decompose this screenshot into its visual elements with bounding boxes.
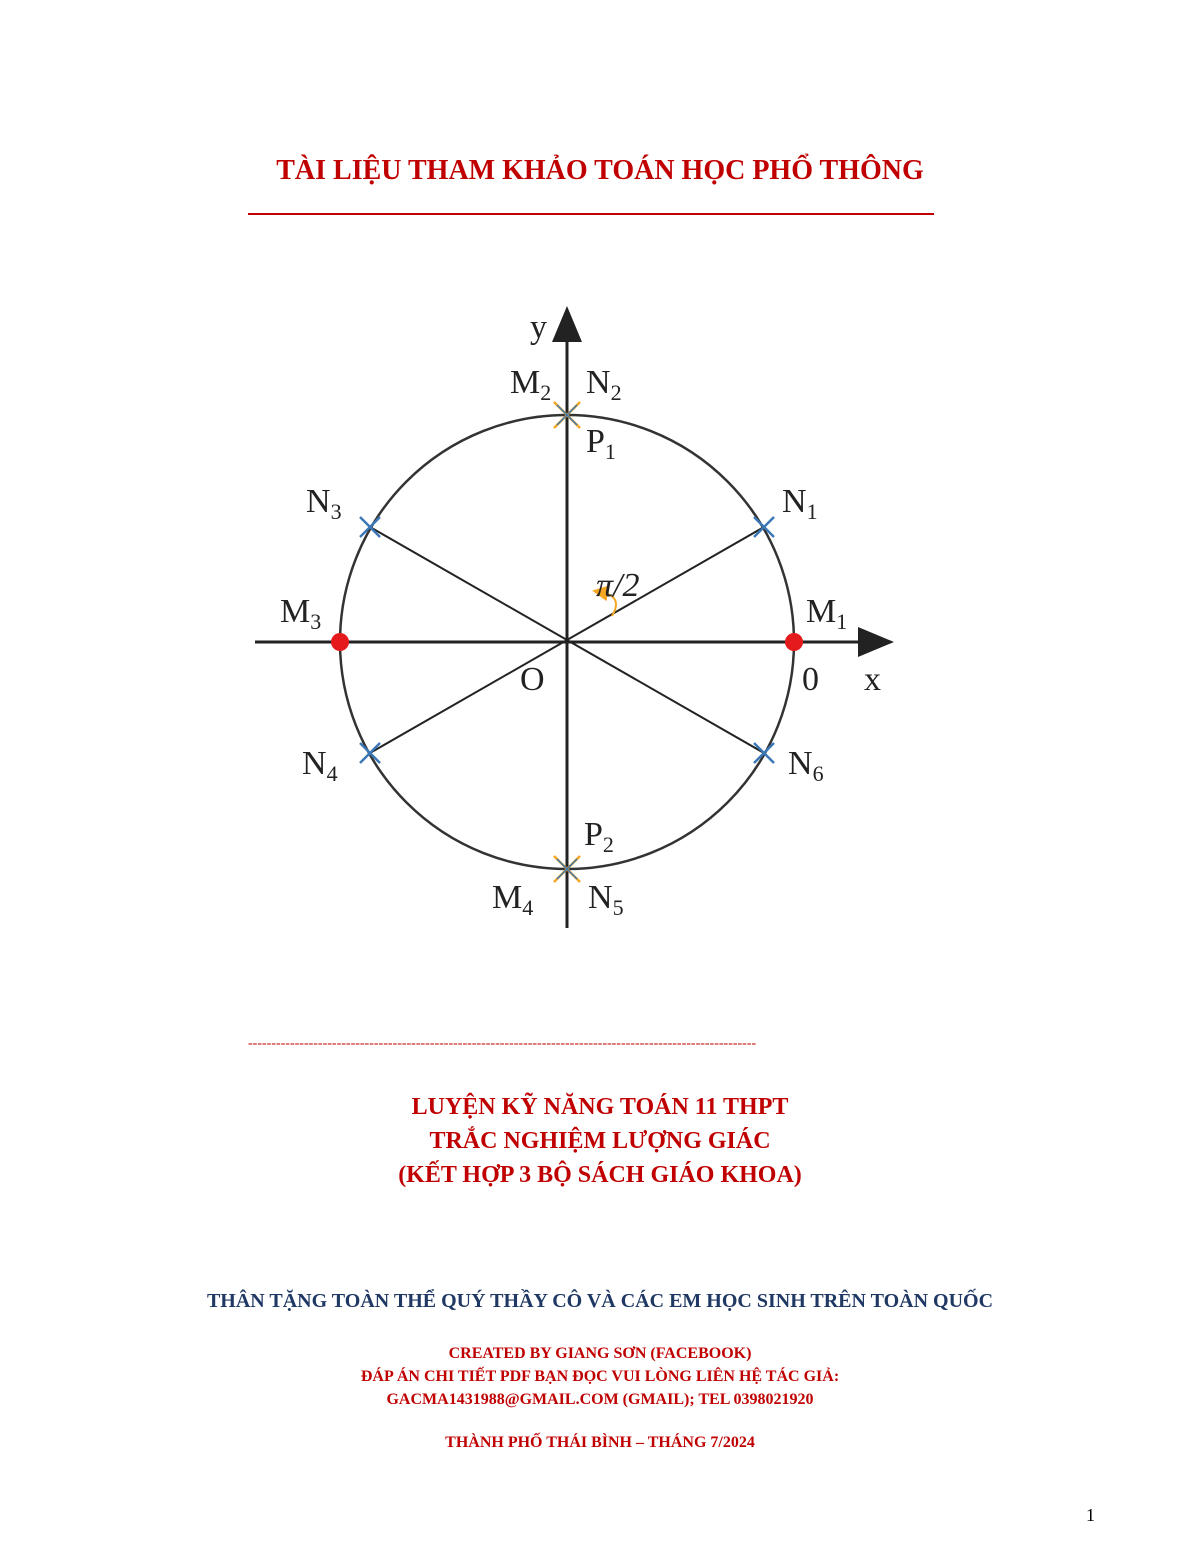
- credits-contact-details: GACMA1431988@GMAIL.COM (GMAIL); TEL 0398021920: [386, 1391, 814, 1408]
- credits-block: [0, 1342, 1200, 1411]
- label-n1: $N_1$: [782, 483, 818, 524]
- label-n3: $N_3$: [306, 483, 342, 524]
- point-m1-dot: [785, 633, 803, 651]
- label-m2: $M_2$: [510, 364, 552, 405]
- cross-n4: [360, 743, 380, 763]
- label-n5: $N_5$: [588, 879, 624, 920]
- cross-n1: [754, 517, 774, 537]
- label-x-axis: x: [864, 661, 881, 698]
- dedication-text: THÂN TẶNG TOÀN THỂ QUÝ THẦY CÔ VÀ CÁC EM HỌC SINH TRÊN TOÀN QUỐC: [206, 1290, 994, 1312]
- course-title-line-2: TRẮC NGHIỆM LƯỢNG GIÁC: [429, 1128, 771, 1154]
- label-p1: $P_1$: [586, 423, 616, 464]
- label-n6: $N_6$: [788, 745, 824, 786]
- unit-circle-figure: [240, 300, 920, 940]
- label-angle: π/2: [596, 567, 640, 604]
- label-y-axis: y: [530, 309, 547, 346]
- place-date: THÀNH PHỐ THÁI BÌNH – THÁNG 7/2024: [445, 1434, 755, 1451]
- label-origin: O: [520, 661, 545, 698]
- cross-n3: [360, 517, 380, 537]
- point-m3-dot: [331, 633, 349, 651]
- label-m1: $M_1$: [806, 593, 848, 634]
- dashed-divider: -------------------------------------------------------------------------------------------------------------: [248, 1036, 757, 1051]
- label-n2: $N_2$: [586, 364, 622, 405]
- course-title-block: [0, 1090, 1200, 1192]
- course-title-line-3: (KẾT HỢP 3 BỘ SÁCH GIÁO KHOA): [398, 1162, 802, 1188]
- label-zero: 0: [802, 661, 819, 698]
- page-number: 1: [1086, 1505, 1095, 1525]
- title-underline: [248, 213, 934, 215]
- label-n4: $N_4$: [302, 745, 338, 786]
- label-m4: $M_4$: [492, 879, 534, 920]
- label-p2: $P_2$: [584, 816, 614, 857]
- course-title-line-1: LUYỆN KỸ NĂNG TOÁN 11 THPT: [411, 1094, 789, 1120]
- label-m3: $M_3$: [280, 593, 322, 634]
- credits-contact-note: ĐÁP ÁN CHI TIẾT PDF BẠN ĐỌC VUI LÒNG LIÊN HỆ TÁC GIẢ:: [360, 1368, 840, 1385]
- credits-author: CREATED BY GIANG SƠN (FACEBOOK): [448, 1345, 752, 1362]
- cross-n6: [754, 743, 774, 763]
- document-title: TÀI LIỆU THAM KHẢO TOÁN HỌC PHỔ THÔNG: [276, 155, 924, 186]
